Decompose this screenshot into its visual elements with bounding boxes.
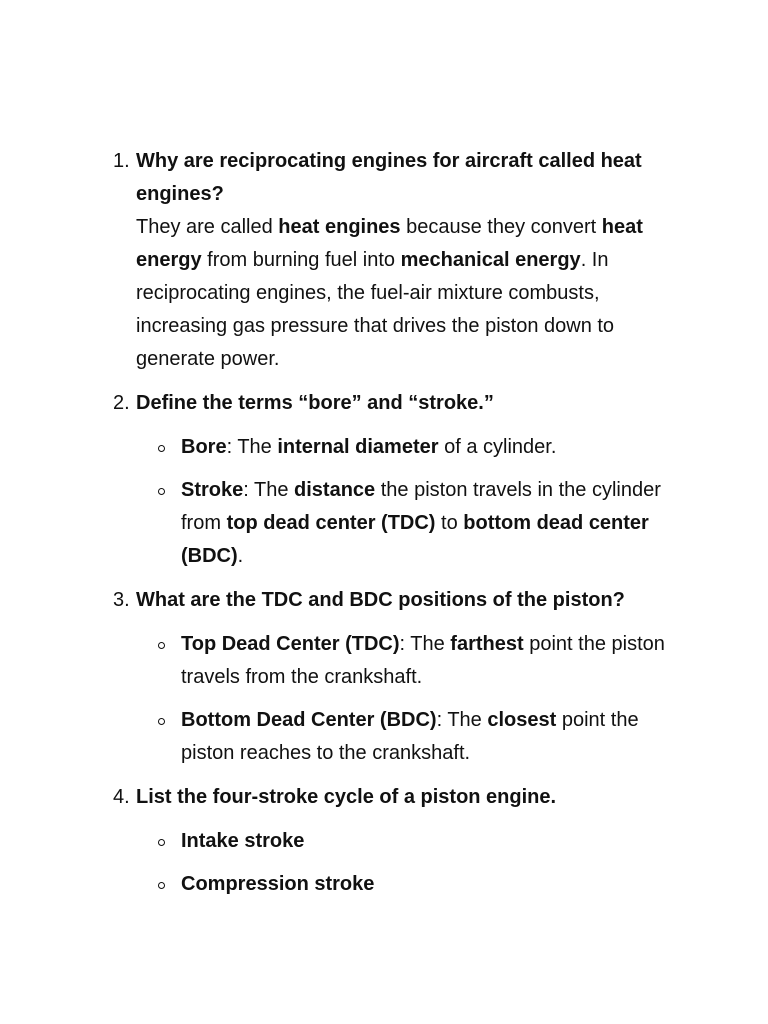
bullet-item-tdc bbox=[136, 628, 690, 694]
question-number: 1. bbox=[113, 150, 130, 172]
bullet-segment: the piston travels in the cylinder from bbox=[181, 479, 661, 534]
bullet-term: Stroke bbox=[181, 479, 244, 501]
bullet-term: Top Dead Center (TDC) bbox=[181, 633, 400, 655]
bullet-segment: . bbox=[237, 545, 244, 567]
answer-segment: because they convert bbox=[400, 216, 602, 238]
bullet-list bbox=[136, 628, 690, 770]
bullet-segment: to bbox=[435, 512, 464, 534]
answer-segment: . In reciprocating engines, the fuel-air mixture combusts, increasing gas pressure that drives the piston down to generate power. bbox=[136, 249, 615, 370]
hollow-bullet-icon bbox=[158, 642, 165, 649]
answer-bold-segment: heat energy bbox=[136, 216, 643, 271]
bullet-item-intake bbox=[136, 825, 690, 858]
bullet-item-bdc bbox=[136, 704, 690, 770]
bullet-segment: : The bbox=[226, 436, 278, 458]
question-number: 3. bbox=[113, 589, 130, 611]
bullet-segment: : The bbox=[243, 479, 295, 501]
question-item bbox=[110, 387, 690, 573]
question-item bbox=[110, 584, 690, 770]
bullet-segment: point the piston reaches to the crankshaft. bbox=[181, 709, 639, 764]
question-text: What are the TDC and BDC positions of the piston? bbox=[136, 589, 625, 611]
question-number: 4. bbox=[113, 786, 130, 808]
bullet-segment: point the piston travels from the crankshaft. bbox=[181, 633, 665, 688]
answer-bold-segment: mechanical energy bbox=[400, 249, 581, 271]
question-list bbox=[110, 145, 690, 912]
bullet-bold-segment: top dead center (TDC) bbox=[226, 512, 436, 534]
bullet-term: Bottom Dead Center (BDC) bbox=[181, 709, 437, 731]
question-text: Why are reciprocating engines for aircraft called heat engines? bbox=[136, 150, 642, 205]
bullet-bold-segment: closest bbox=[487, 709, 557, 731]
question-text: Define the terms “bore” and “stroke.” bbox=[136, 392, 494, 414]
bullet-term: Intake stroke bbox=[181, 830, 305, 852]
answer-segment: They are called bbox=[136, 216, 279, 238]
question-text: List the four-stroke cycle of a piston engine. bbox=[136, 786, 557, 808]
hollow-bullet-icon bbox=[158, 882, 165, 889]
bullet-bold-segment: farthest bbox=[450, 633, 524, 655]
bullet-list bbox=[136, 431, 690, 573]
hollow-bullet-icon bbox=[158, 488, 165, 495]
question-number: 2. bbox=[113, 392, 130, 414]
hollow-bullet-icon bbox=[158, 445, 165, 452]
bullet-segment: : The bbox=[436, 709, 488, 731]
hollow-bullet-icon bbox=[158, 839, 165, 846]
bullet-segment: : The bbox=[399, 633, 451, 655]
answer-text bbox=[136, 211, 690, 376]
bullet-bold-segment: distance bbox=[294, 479, 376, 501]
bullet-bold-segment: internal diameter bbox=[277, 436, 439, 458]
answer-segment: from burning fuel into bbox=[201, 249, 401, 271]
hollow-bullet-icon bbox=[158, 718, 165, 725]
bullet-item-stroke bbox=[136, 474, 690, 573]
bullet-item-bore bbox=[136, 431, 690, 464]
bullet-item-compression bbox=[136, 868, 690, 901]
bullet-term: Compression stroke bbox=[181, 873, 375, 895]
bullet-term: Bore bbox=[181, 436, 227, 458]
answer-bold-segment: heat engines bbox=[278, 216, 401, 238]
bullet-bold-segment: bottom dead center (BDC) bbox=[181, 512, 649, 567]
question-item bbox=[110, 145, 690, 376]
bullet-segment: of a cylinder. bbox=[438, 436, 557, 458]
question-item bbox=[110, 781, 690, 901]
bullet-list bbox=[136, 825, 690, 901]
